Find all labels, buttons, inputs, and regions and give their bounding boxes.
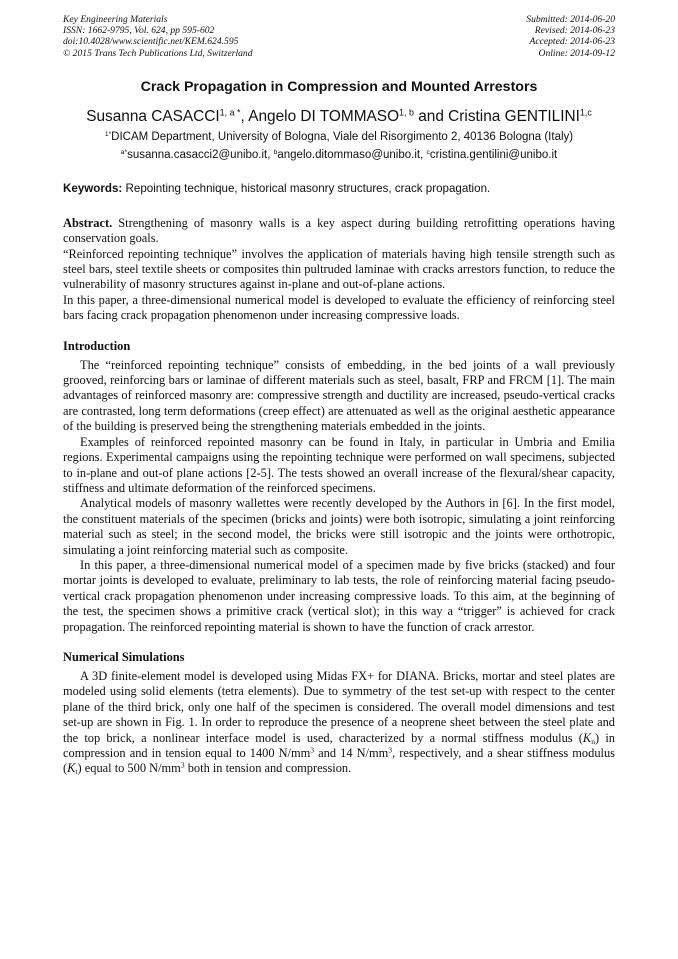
author-3-affil: 1,c [579, 107, 592, 118]
date-submitted: Submitted: 2014-06-20 [526, 14, 615, 25]
author-emails [63, 149, 615, 161]
date-online: Online: 2014-09-12 [538, 47, 615, 59]
journal-issn: ISSN: 1662-9795, Vol. 624, pp 595-602 [63, 25, 215, 37]
journal-header [63, 14, 615, 59]
email-a-mark: a* [120, 148, 128, 156]
journal-doi: doi:10.4028/www.scientific.net/KEM.624.595 [63, 36, 239, 48]
unit-exponent-3: 3 [180, 760, 185, 770]
author-2-affil: 1, b [399, 107, 414, 118]
numerical-text-c: and 14 N/mm [314, 746, 389, 760]
abstract [63, 216, 615, 324]
author-list [63, 108, 615, 126]
email-b: angelo.ditommaso@unibo.it, [277, 148, 427, 161]
section-heading-introduction: Introduction [63, 338, 131, 353]
kn-subscript: n [591, 736, 596, 746]
keywords-label: Keywords: [63, 181, 123, 195]
journal-name: Key Engineering Materials [63, 14, 168, 25]
introduction-section [63, 358, 615, 635]
section-heading-numerical: Numerical Simulations [63, 649, 185, 664]
email-a: susanna.casacci2@unibo.it, [127, 148, 274, 161]
numerical-paragraph-1 [63, 669, 615, 777]
publication-dates [526, 14, 615, 59]
intro-paragraph-2: Examples of reinforced repointed masonry can be found in Italy, in particular in Umbria and Emilia regions. Experimental campaigns using the repointing technique were performed on wall specimens, subjected to in-plane and out-of plane actions [2-5]. The tests showed an overall increase of the flexural/shear capacity, stiffness and ultimate deformation of the reinforced specimens. [63, 434, 615, 495]
abstract-paragraph-1 [63, 216, 615, 247]
author-1: Susanna CASACCI [86, 107, 220, 125]
journal-copyright: © 2015 Trans Tech Publications Ltd, Switzerland [63, 47, 253, 59]
numerical-text-d: , respectively, and a shear stiffness modulus ( [63, 746, 615, 776]
numerical-text-a: A 3D finite-element model is developed using Midas FX+ for DIANA. Bricks, mortar and steel plates are modeled using solid elements (tetra elements). Due to symmetry of the test set-up with respect to the center plane of the third brick, only one half of the specimen is considered. The overall model dimensions and test set-up are shown in Fig. 1. In order to reproduce the presence of a neoprene sheet between the steel plate and the top brick, a nonlinear interface model is used, characterized by a normal stiffness modulus ( [63, 668, 615, 745]
author-separator-1: , Angelo DI TOMMASO [240, 107, 400, 125]
intro-paragraph-3: Analytical models of masonry wallettes were recently developed by the Authors in [6]. In the first model, the constituent materials of the specimen (bricks and joints) were both isotropic, simulating a joint reinforcing material such as steel; in the second model, the bricks were still isotropic and the joints were orthotropic, simulating a joint reinforcing material such as composite. [63, 496, 615, 557]
numerical-text-f: both in tension and compression. [184, 761, 352, 776]
journal-info [63, 14, 253, 59]
affiliation [63, 131, 615, 143]
abstract-paragraph-2: “Reinforced repointing technique” involves the application of materials having high tensile strength such as steel bars, steel textile sheets or composites thin pultruded laminae with cracks arrestors function, to reduce the vulnerability of masonry structures against in-plane and out-of-plane actions. [63, 246, 615, 292]
unit-exponent-1: 3 [310, 745, 315, 755]
abstract-label: Abstract. [63, 215, 113, 230]
affiliation-text: DICAM Department, University of Bologna, Viale del Risorgimento 2, 40136 Bologna (Italy) [111, 130, 574, 143]
numerical-text-b: ) in compression and in tension equal to 1400 N/mm [63, 730, 615, 760]
email-b-mark: b [273, 148, 278, 156]
intro-paragraph-4: In this paper, a three-dimensional numerical model of a specimen made by five bricks (stacked) and four mortar joints is developed to evaluate, preliminary to lab tests, the role of reinforcing material facing pseudo-vertical crack propagation phenomenon under increasing compressive loads. To this aim, at the beginning of the test, the specimen shows a primitive crack (vertical slot); in this way a “trigger” is achieved for crack propagation. The reinforced repointing material is shown to have the function of crack arrestor. [63, 557, 615, 634]
author-separator-2: and Cristina GENTILINI [413, 107, 580, 125]
email-c: cristina.gentilini@unibo.it [429, 148, 558, 161]
abstract-paragraph-3: In this paper, a three-dimensional numerical model is developed to evaluate the efficiency of reinforcing steel bars facing crack propagation phenomenon under increasing compressive loads. [63, 292, 615, 323]
affiliation-mark: 1* [104, 130, 112, 138]
date-revised: Revised: 2014-06-23 [534, 25, 615, 37]
email-c-mark: c [426, 148, 430, 156]
kt-symbol: K [67, 761, 76, 776]
keywords [63, 182, 615, 195]
numerical-section [63, 669, 615, 777]
author-1-affil: 1, a * [219, 107, 241, 118]
intro-paragraph-1: The “reinforced repointing technique” consists of embedding, in the bed joints of a wall previously grooved, reinforcing bars or laminae of different materials such as steel, basalt, FRP and FRCM [1]. The main advantages of reinforced masonry are: compressive strength and ductility are increased, pseudo-vertical cracks are contrasted, long term deformations (creep effect) are attenuated as well as the original aesthetic appearance of the building is preserved being the strengthening materials embedded in the joints. [63, 357, 615, 434]
keywords-text: Repointing technique, historical masonry structures, crack propagation. [122, 181, 491, 195]
abstract-text-1: Strengthening of masonry walls is a key aspect during building retrofitting operations having conservation goals. [63, 215, 615, 246]
unit-exponent-2: 3 [388, 745, 393, 755]
kt-subscript: t [75, 767, 78, 777]
kn-symbol: K [582, 730, 592, 745]
numerical-text-e: ) equal to 500 N/mm [77, 761, 181, 776]
date-accepted: Accepted: 2014-06-23 [529, 36, 615, 48]
paper-title: Crack Propagation in Compression and Mounted Arrestors [140, 78, 538, 95]
